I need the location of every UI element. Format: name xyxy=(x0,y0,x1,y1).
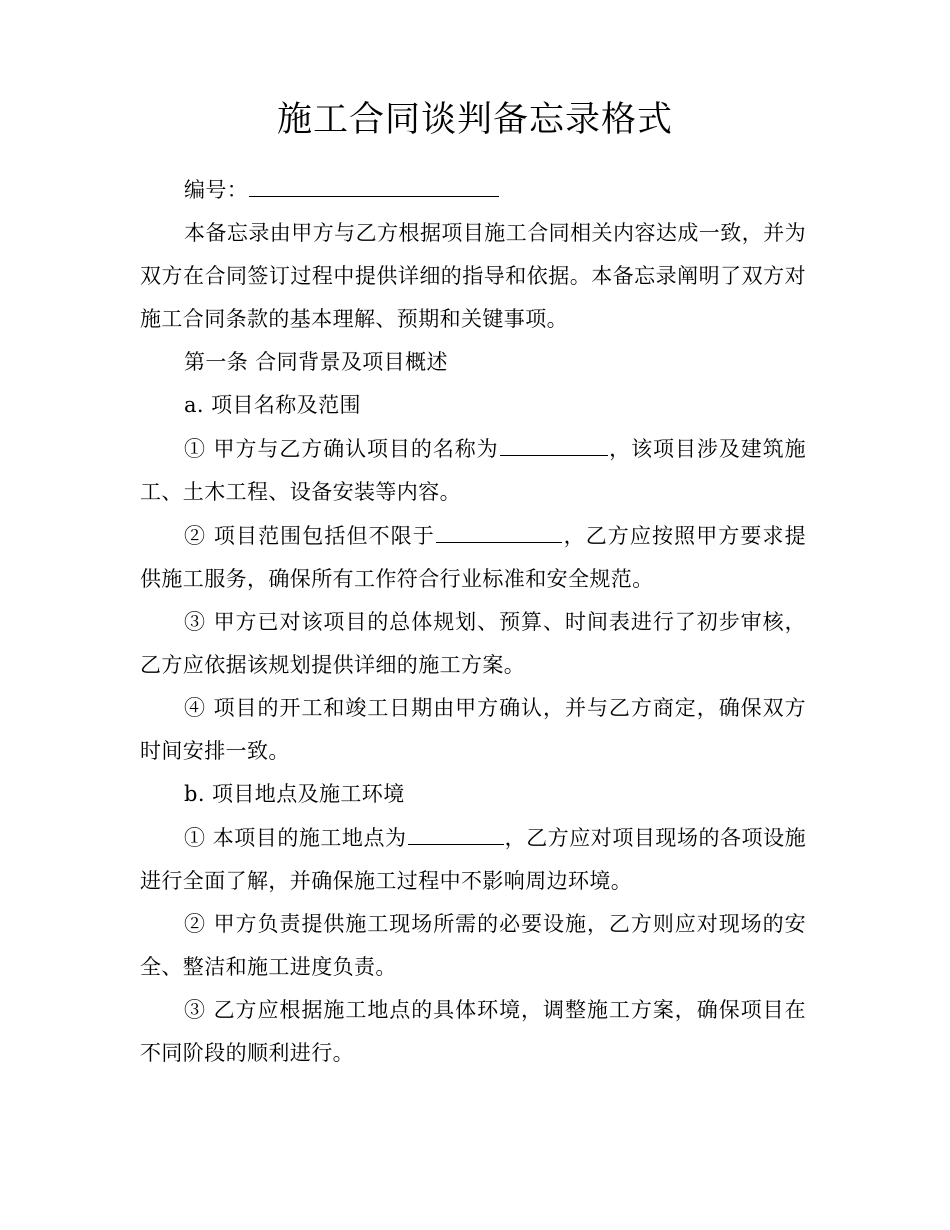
article1-heading: 第一条 合同背景及项目概述 xyxy=(184,350,448,374)
clause-a4: ④ 项目的开工和竣工日期由甲方确认，并与乙方商定，确保双方时间安排一致。 xyxy=(140,696,806,763)
section-a-heading: a. 项目名称及范围 xyxy=(184,393,361,417)
project-site-blank xyxy=(408,816,504,845)
section-b-heading: b. 项目地点及施工环境 xyxy=(184,782,405,806)
clause-a1-before: ① 甲方与乙方确认项目的名称为 xyxy=(184,437,499,461)
clause-a1 xyxy=(140,427,806,514)
project-name-blank xyxy=(500,427,608,456)
intro-paragraph: 本备忘录由甲方与乙方根据项目施工合同相关内容达成一致，并为双方在合同签订过程中提供详细的指导和依据。本备忘录阐明了双方对施工合同条款的基本理解、预期和关键事项。 xyxy=(140,221,806,331)
clause-b2: ② 甲方负责提供施工现场所需的必要设施，乙方则应对现场的安全、整洁和施工进度负责。 xyxy=(140,912,806,979)
clause-a1-after: ，该项目涉及建筑施工、土木工程、设备安装等内容。 xyxy=(140,437,806,504)
code-line xyxy=(140,168,806,212)
code-blank xyxy=(249,168,499,197)
clause-b1-after: ，乙方应对项目现场的各项设施进行全面了解，并确保施工过程中不影响周边环境。 xyxy=(140,826,807,893)
clause-b1-before: ① 本项目的施工地点为 xyxy=(184,826,407,850)
code-label: 编号： xyxy=(184,178,249,202)
project-scope-blank xyxy=(436,514,562,543)
clause-a2-after: ，乙方应按照甲方要求提供施工服务，确保所有工作符合行业标准和安全规范。 xyxy=(140,524,806,591)
document-title: 施工合同谈判备忘录格式 xyxy=(276,100,673,140)
clause-a2-before: ② 项目范围包括但不限于 xyxy=(184,524,435,548)
clause-a3: ③ 甲方已对该项目的总体规划、预算、时间表进行了初步审核，乙方应依据该规划提供详细的施工方案。 xyxy=(140,610,806,677)
clause-b3: ③ 乙方应根据施工地点的具体环境，调整施工方案，确保项目在不同阶段的顺利进行。 xyxy=(140,998,806,1065)
document-body xyxy=(140,168,806,1075)
clause-b1 xyxy=(140,816,806,903)
clause-a2 xyxy=(140,514,806,601)
